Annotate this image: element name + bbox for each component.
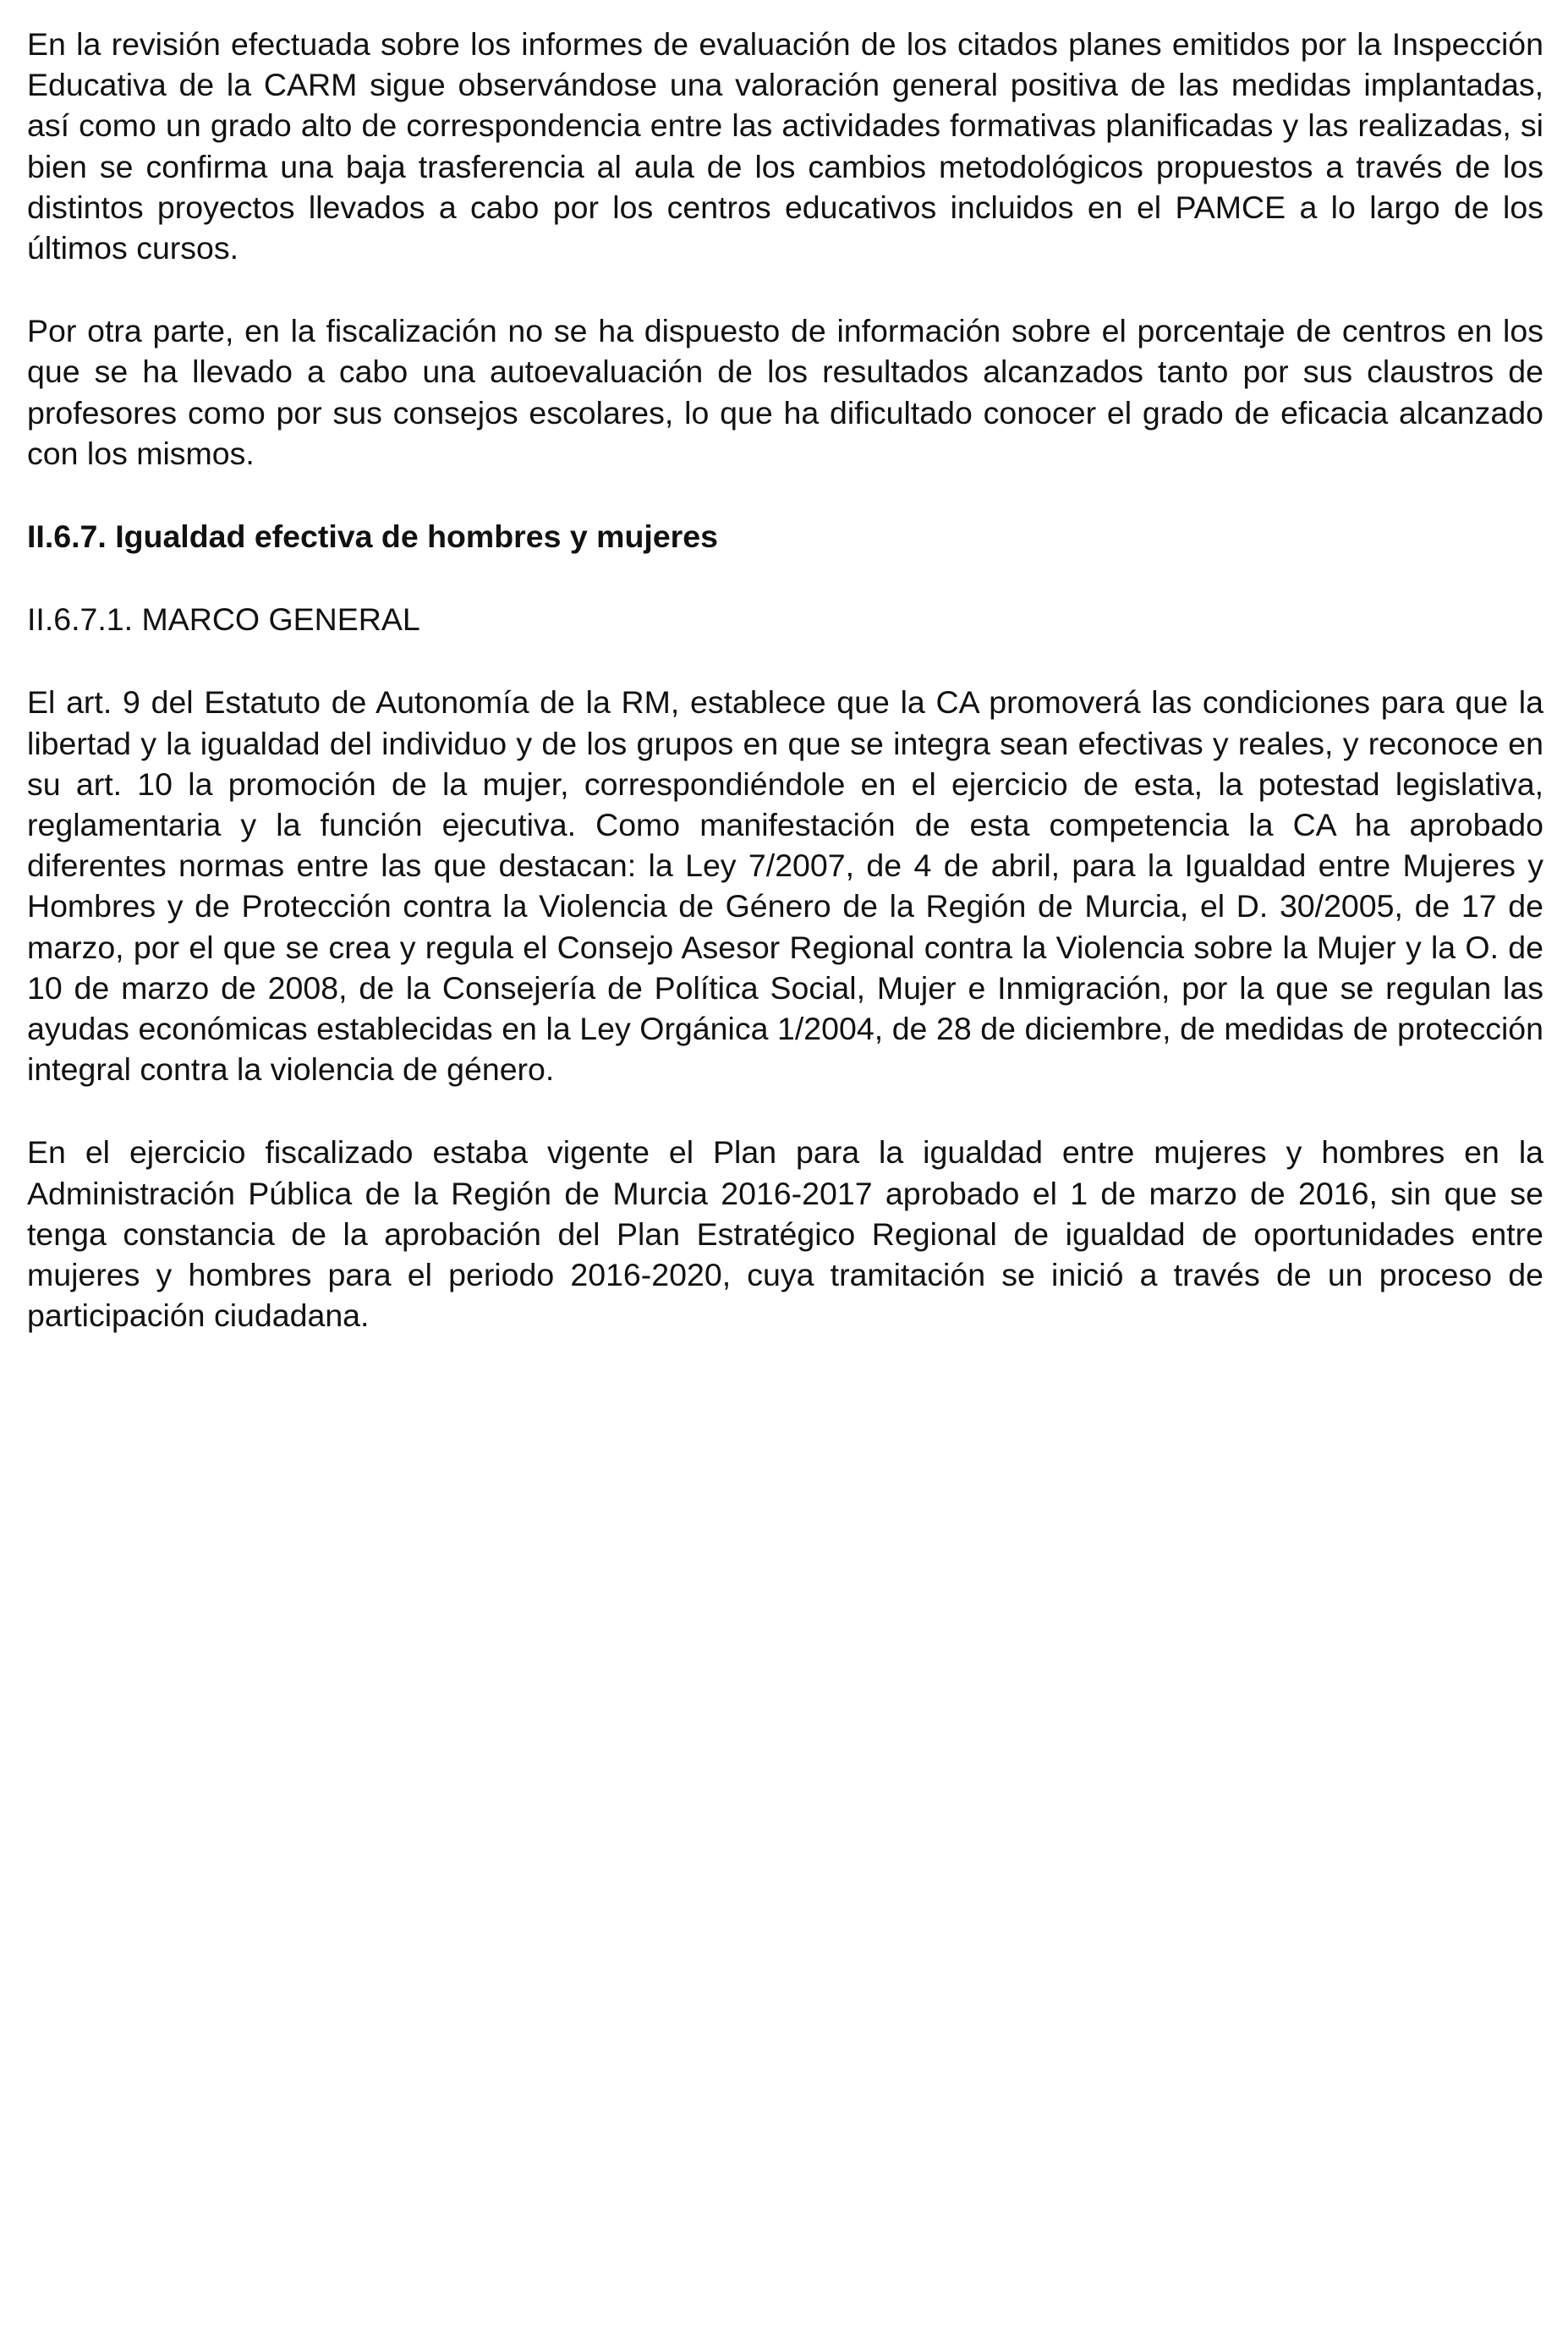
section-heading: II.6.7. Igualdad efectiva de hombres y mujeres <box>27 518 718 555</box>
document-page <box>27 24 1543 1378</box>
subsection-heading: II.6.7.1. MARCO GENERAL <box>27 601 420 638</box>
paragraph-equality-plan: En el ejercicio fiscalizado estaba vigente el Plan para la igualdad entre mujeres y hombres en la Administración Pública de la Región de Murcia 2016-2017 aprobado el 1 de marzo de 2016, sin que se tenga constancia de la aprobación del Plan Estratégico Regional de igualdad de oportunidades entre mujeres y hombres para el periodo 2016-2020, cuya tramitación se inició a través de un proceso de participación ciudadana. <box>27 1134 1543 1334</box>
paragraph-fiscalization-info: Por otra parte, en la fiscalización no se ha dispuesto de información sobre el porcentaje de centros en los que se ha llevado a cabo una autoevaluación de los resultados alcanzados tanto por sus claustros de profesores como por sus consejos escolares, lo que ha dificultado conocer el grado de eficacia alcanzado con los mismos. <box>27 313 1543 471</box>
paragraph-legal-framework: El art. 9 del Estatuto de Autonomía de la RM, establece que la CA promoverá las condiciones para que la libertad y la igualdad del individuo y de los grupos en que se integra sean efectivas y reales, y reconoce en su art. 10 la promoción de la mujer, correspondiéndole en el ejercicio de esta, la potestad legislativa, reglamentaria y la función ejecutiva. Como manifestación de esta competencia la CA ha aprobado diferentes normas entre las que destacan: la Ley 7/2007, de 4 de abril, para la Igualdad entre Mujeres y Hombres y de Protección contra la Violencia de Género de la Región de Murcia, el D. 30/2005, de 17 de marzo, por el que se crea y regula el Consejo Asesor Regional contra la Violencia sobre la Mujer y la O. de 10 de marzo de 2008, de la Consejería de Política Social, Mujer e Inmigración, por la que se regulan las ayudas económicas establecidas en la Ley Orgánica 1/2004, de 28 de diciembre, de medidas de protección integral contra la violencia de género. <box>27 684 1543 1088</box>
paragraph-evaluation-review: En la revisión efectuada sobre los informes de evaluación de los citados planes emitidos por la Inspección Educativa de la CARM sigue observándose una valoración general positiva de las medidas implantadas, así como un grado alto de correspondencia entre las actividades formativas planificadas y las realizadas, si bien se confirma una baja trasferencia al aula de los cambios metodológicos propuestos a través de los distintos proyectos llevados a cabo por los centros educativos incluidos en el PAMCE a lo largo de los últimos cursos. <box>27 26 1543 266</box>
